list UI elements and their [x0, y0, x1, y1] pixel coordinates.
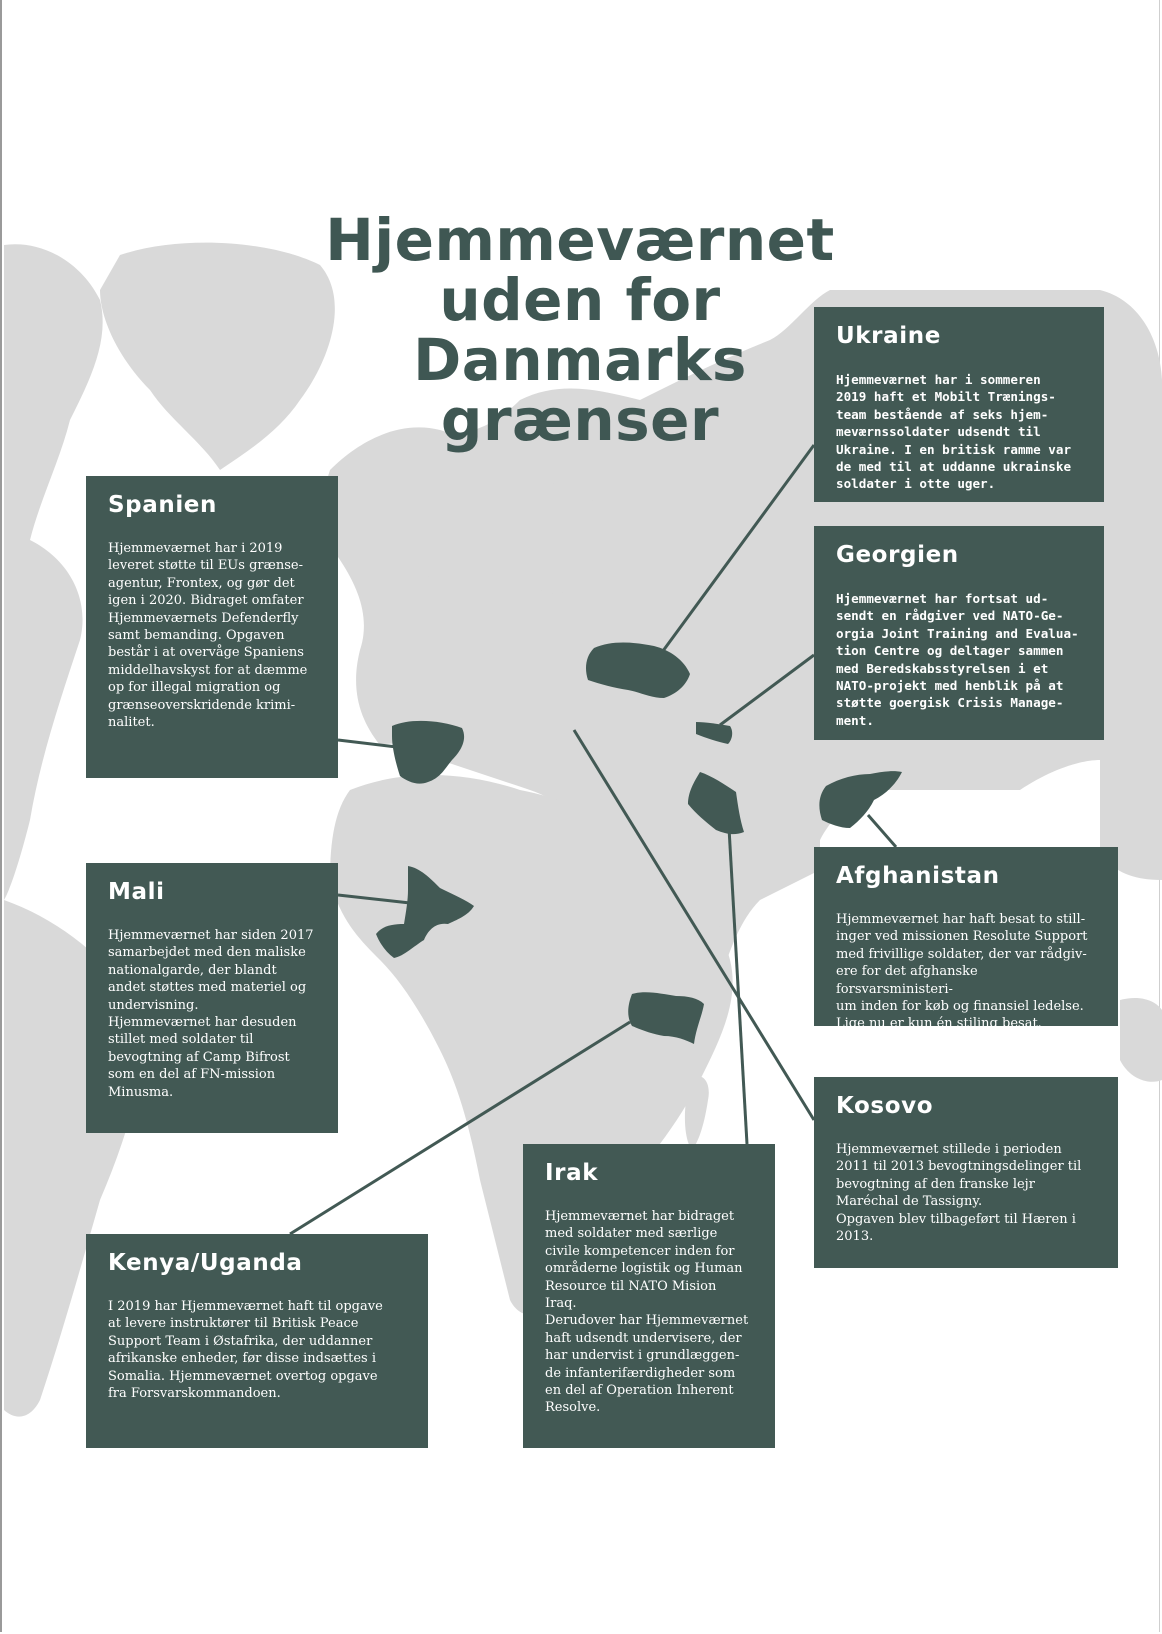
- box-text: Hjemmeværnet har bidraget med soldater med særlige civile kompetencer inden for områderne logistik og Human Resource til NATO Mision Iraq. Derudover har Hjemmeværnet haft udsendt undervisere, der har undervist i grundlæggen- de infanterifærdigheder som en del af Operation Inherent Resolve.: [545, 1209, 749, 1416]
- info-box-spanien: [86, 476, 338, 778]
- box-heading: Mali: [108, 879, 165, 905]
- title-line: Danmarks: [413, 326, 747, 394]
- australia-shape: [1120, 998, 1162, 1082]
- box-text: Hjemmeværnet stillede i perioden 2011 til 2013 bevogtningsdelinger til bevogtning af den franske lejr Maréchal de Tassigny. Opgaven blev tilbageført til Hæren i 2013.: [836, 1142, 1082, 1245]
- info-box-irak: [523, 1144, 775, 1448]
- madagascar-shape: [685, 1076, 709, 1150]
- box-heading: Georgien: [836, 542, 959, 568]
- info-box-afghanistan: [814, 847, 1118, 1032]
- box-heading: Spanien: [108, 492, 217, 518]
- box-text: Hjemmeværnet har haft besat to still- inger ved missionen Resolute Support med frivillige soldater, der var rådgiv- ere for det afghanske forsvarsministeri- um inden for køb og finansiel ledelse. Lige nu er kun én stiling besat.: [836, 912, 1088, 1032]
- info-box-kosovo: [814, 1077, 1118, 1268]
- title-line: uden for: [439, 266, 721, 334]
- box-text: Hjemmeværnet har fortsat ud- sendt en rådgiver ved NATO-Ge- orgia Joint Training and Evalua- tion Centre og deltager sammen med Beredskabsstyrelsen i et NATO-projekt med henblik på at støtte goergisk Crisis Manage- ment.: [836, 591, 1079, 728]
- box-heading: Ukraine: [836, 323, 941, 349]
- box-heading: Afghanistan: [836, 863, 1000, 889]
- box-text: Hjemmeværnet har i sommeren 2019 haft et Mobilt Trænings- team bestående af seks hjem- meværnssoldater udsendt til Ukraine. I en britisk ramme var de med til at uddanne ukrainske soldater i otte uger.: [836, 372, 1072, 492]
- info-box-ukraine: [814, 307, 1104, 502]
- box-heading: Kosovo: [836, 1093, 934, 1119]
- box-text: Hjemmeværnet har i 2019 leveret støtte til EUs grænse- agentur, Frontex, og gør det igen i 2020. Bidraget omfater Hjemmeværnets Defenderfly samt bemanding. Opgaven består i at overvåge Spaniens middelhavskyst for at dæmme op for illegal migration og grænseoverskridende krimi- nalitet.: [108, 541, 308, 731]
- spain-shape: [392, 721, 464, 784]
- title-line: grænser: [440, 386, 720, 454]
- box-text: Hjemmeværnet har siden 2017 samarbejdet med den maliske nationalgarde, der blandt andet støttes med materiel og undervisning. Hjemmeværnet har desuden stillet med soldater til bevogtning af Camp Bifrost som en del af FN-mission Minusma.: [108, 928, 314, 1100]
- info-box-mali: [86, 863, 338, 1133]
- title-line: Hjemmeværnet: [325, 206, 835, 274]
- connector-afghanistan: [868, 815, 896, 847]
- box-text: I 2019 har Hjemmeværnet haft til opgave at levere instruktører til Britisk Peace Support Team i Østafrika, der uddanner afrikanske enheder, før disse indsættes i Somalia. Hjemmeværnet overtog opgave fra Forsvarskommandoen.: [108, 1299, 383, 1402]
- info-box-kenya-uganda: [86, 1234, 428, 1448]
- info-box-georgien: [814, 526, 1104, 740]
- box-heading: Irak: [545, 1160, 599, 1186]
- box-heading: Kenya/Uganda: [108, 1250, 303, 1276]
- page-title: [300, 206, 860, 454]
